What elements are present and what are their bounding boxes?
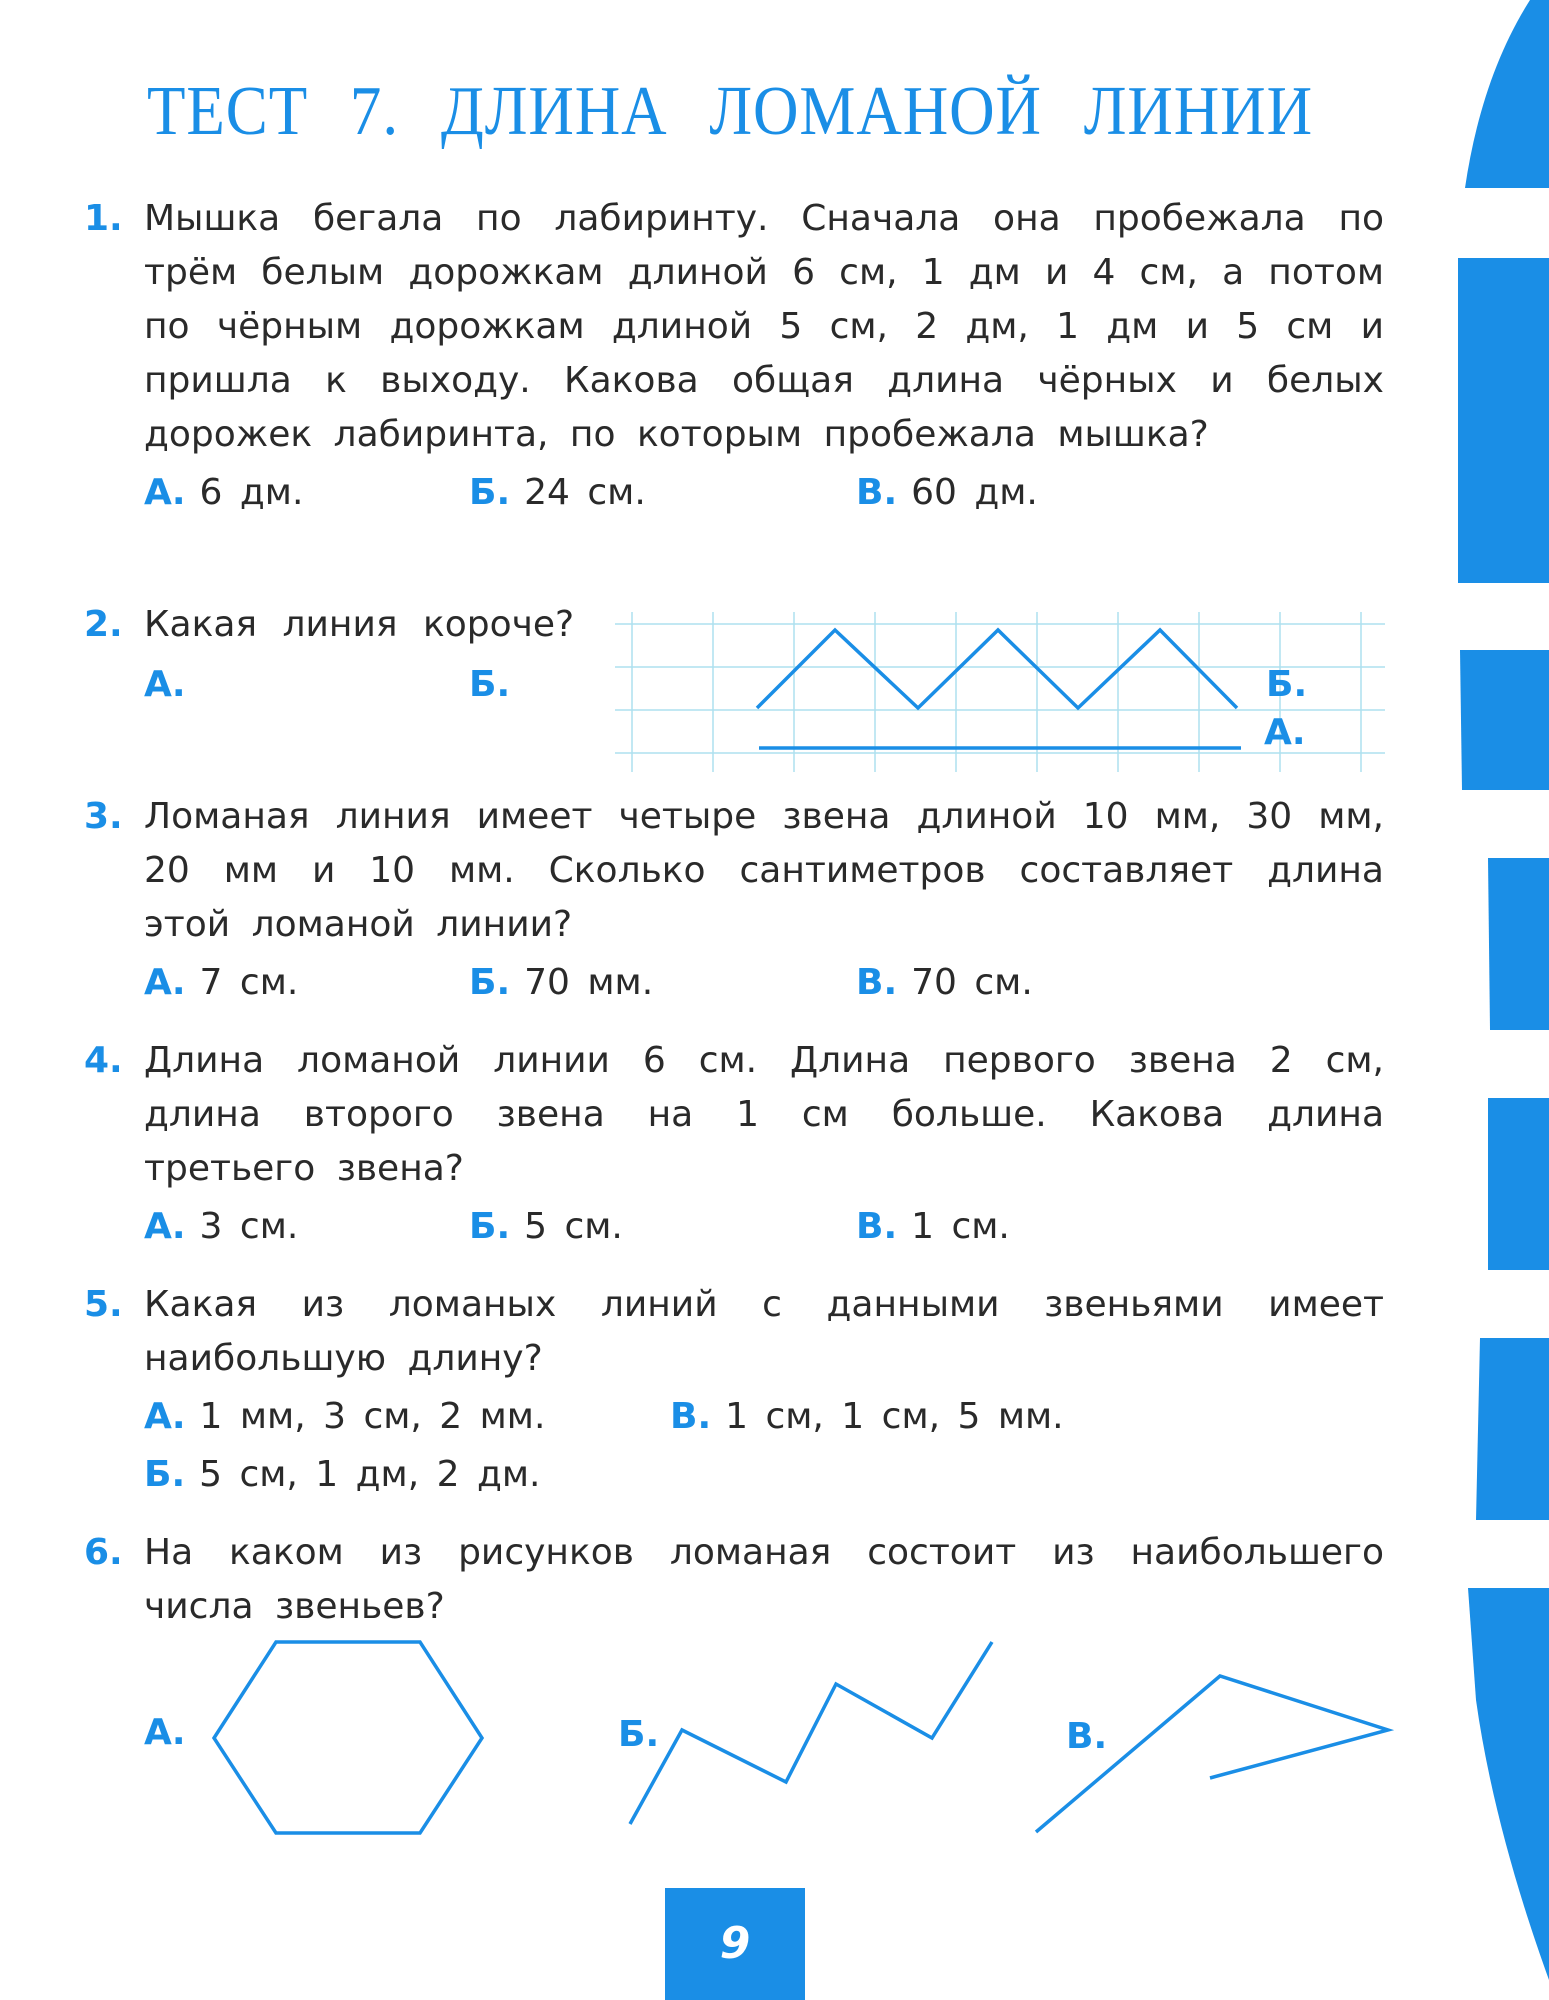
question-number: 6.	[84, 1532, 123, 1573]
option-b[interactable]: Б. 5 см.	[469, 1206, 623, 1247]
stripe-band	[1488, 1098, 1549, 1270]
option-b[interactable]: Б. 24 см.	[469, 472, 646, 513]
figure-label-a[interactable]: А.	[144, 1712, 186, 1753]
question-text: Мышка бегала по лабиринту. Сначала она пробежала по трём белым дорожкам длиной 6 см, 1 дм и 4 см, а потом по чёрным дорожкам длиной 5 см, 2 дм, 1 дм и 5 см и пришла к выходу. Какова общая длина чёрных и белых дорожек лабиринта, по которым пробежала мышка?	[144, 198, 1384, 455]
stripe-band	[1458, 258, 1549, 583]
answer-options	[144, 466, 1384, 526]
question-4	[84, 1034, 1384, 1260]
answer-options	[144, 1200, 1384, 1260]
stripe-band	[1468, 1588, 1549, 1980]
open-triangle-figure	[1030, 1660, 1400, 1840]
question-number: 4.	[84, 1040, 123, 1081]
stripe-band	[1488, 858, 1549, 1030]
answer-options	[144, 1390, 1384, 1508]
hexagon-shape	[214, 1642, 482, 1833]
stripe-band	[1460, 650, 1549, 790]
question-1	[84, 192, 1384, 526]
option-v[interactable]: В. 1 см, 1 см, 5 мм.	[670, 1396, 1064, 1437]
page-title: ТЕСТ 7. ДЛИНА ЛОМАНОЙ ЛИНИИ	[147, 73, 1313, 150]
figure-label-b[interactable]: Б.	[618, 1714, 660, 1755]
zigzag-figure	[620, 1630, 1000, 1830]
option-b[interactable]: Б.	[469, 664, 511, 705]
answer-options	[144, 658, 604, 718]
option-b[interactable]: Б. 70 мм.	[469, 962, 654, 1003]
zigzag-polyline	[630, 1642, 992, 1824]
option-a[interactable]: А. 3 см.	[144, 1206, 299, 1247]
stripe-band	[1476, 1338, 1549, 1520]
question-text: Длина ломаной линии 6 см. Длина первого звена 2 см, длина второго звена на 1 см больше. Какова длина третьего звена?	[144, 1040, 1384, 1189]
figure-label-v[interactable]: В.	[1066, 1716, 1108, 1757]
open-triangle-polyline	[1036, 1676, 1388, 1832]
zigzag-line	[757, 630, 1237, 708]
question-number: 2.	[84, 604, 123, 645]
question-text: На каком из рисунков ломаная состоит из наибольшего числа звеньев?	[144, 1532, 1384, 1627]
option-a[interactable]: А. 7 см.	[144, 962, 299, 1003]
figure-label-b: Б.	[1266, 664, 1308, 705]
question-text: Ломаная линия имеет четыре звена длиной 10 мм, 30 мм, 20 мм и 10 мм. Сколько сантиметров составляет длина этой ломаной линии?	[144, 796, 1384, 945]
page-number: 9	[665, 1888, 805, 2000]
question-number: 1.	[84, 198, 123, 239]
option-v[interactable]: В. 60 дм.	[856, 472, 1038, 513]
question-2	[84, 598, 604, 718]
stripe-band	[1465, 0, 1549, 188]
option-v[interactable]: В. 70 см.	[856, 962, 1033, 1003]
question-number: 3.	[84, 796, 123, 837]
option-b[interactable]: Б. 5 см, 1 дм, 2 дм.	[144, 1454, 541, 1495]
figure-label-a: А.	[1264, 712, 1306, 753]
hexagon-figure	[200, 1630, 500, 1840]
question-3	[84, 790, 1384, 1016]
option-a[interactable]: А.	[144, 664, 186, 705]
question-text: Какая из ломаных линий с данными звеньями имеет наибольшую длину?	[144, 1284, 1384, 1379]
option-a[interactable]: А. 1 мм, 3 см, 2 мм.	[144, 1396, 546, 1437]
question-5	[84, 1278, 1384, 1508]
question-number: 5.	[84, 1284, 123, 1325]
question-6	[84, 1526, 1384, 1634]
option-a[interactable]: А. 6 дм.	[144, 472, 304, 513]
option-v[interactable]: В. 1 см.	[856, 1206, 1010, 1247]
question-text: Какая линия короче?	[144, 604, 575, 645]
answer-options	[144, 956, 1384, 1016]
